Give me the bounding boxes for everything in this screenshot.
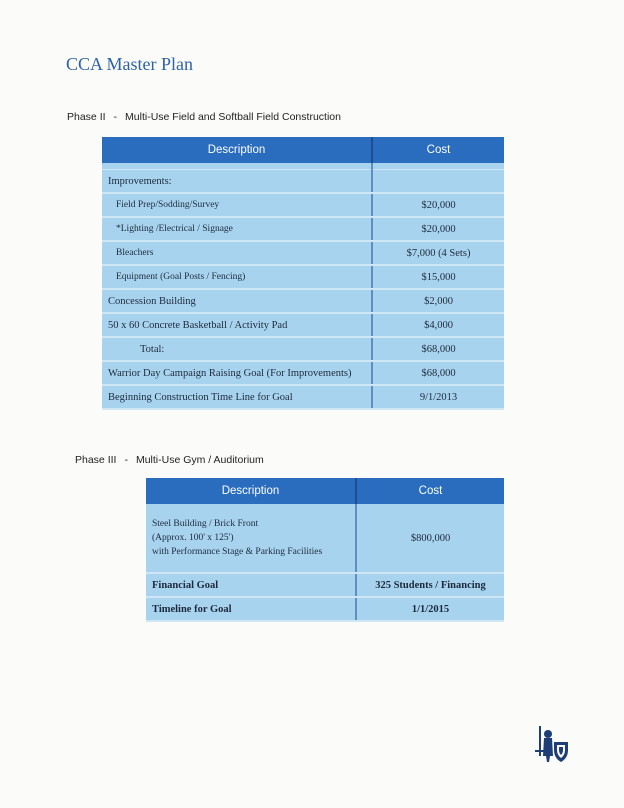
phase2-cost-table	[102, 137, 504, 410]
item-cost: $15,000	[372, 265, 504, 289]
phase2-name: Multi-Use Field and Softball Field Construction	[125, 111, 341, 123]
item-cost: $2,000	[372, 289, 504, 313]
table-row	[102, 241, 504, 265]
cost-header: Cost	[356, 478, 504, 504]
goal-label: Warrior Day Campaign Raising Goal (For Improvements)	[102, 361, 372, 385]
timeline-label: Beginning Construction Time Line for Goal	[102, 385, 372, 409]
table-row	[102, 217, 504, 241]
table-row	[102, 289, 504, 313]
item-cost: $4,000	[372, 313, 504, 337]
knight-shield-logo-icon	[530, 722, 574, 766]
financial-goal-value: 325 Students / Financing	[356, 573, 504, 597]
timeline-label: Timeline for Goal	[146, 597, 356, 621]
goal-value: $68,000	[372, 361, 504, 385]
item-description: *Lighting /Electrical / Signage	[102, 217, 372, 241]
table-row	[102, 193, 504, 217]
building-line-2: (Approx. 100' x 125')	[152, 533, 234, 543]
building-cost: $800,000	[356, 504, 504, 573]
table-row	[102, 313, 504, 337]
cost-header: Cost	[372, 137, 504, 163]
phase3-heading: Phase III - Multi-Use Gym / Auditorium	[75, 454, 264, 466]
empty-cost-cell	[372, 170, 504, 194]
item-description: 50 x 60 Concrete Basketball / Activity Pad	[102, 313, 372, 337]
financial-goal-row	[146, 573, 504, 597]
total-label: Total:	[102, 337, 372, 361]
item-cost: $7,000 (4 Sets)	[372, 241, 504, 265]
phase3-label: Phase III	[75, 454, 117, 466]
table-row	[146, 504, 504, 573]
goal-row	[102, 361, 504, 385]
phase2-label: Phase II	[67, 111, 106, 123]
timeline-row	[102, 385, 504, 409]
section-label: Improvements:	[102, 170, 372, 194]
building-line-1: Steel Building / Brick Front	[152, 519, 259, 529]
total-value: $68,000	[372, 337, 504, 361]
phase3-cost-table	[146, 478, 504, 622]
item-description: Concession Building	[102, 289, 372, 313]
item-description: Bleachers	[102, 241, 372, 265]
building-line-3: with Performance Stage & Parking Facilities	[152, 547, 323, 557]
building-description	[146, 504, 356, 573]
timeline-value: 1/1/2015	[356, 597, 504, 621]
financial-goal-label: Financial Goal	[146, 573, 356, 597]
table-row	[102, 170, 504, 194]
phase2-heading: Phase II - Multi-Use Field and Softball Field Construction	[67, 111, 341, 123]
timeline-row	[146, 597, 504, 621]
page-title: CCA Master Plan	[66, 54, 194, 74]
table-header-row	[102, 137, 504, 163]
item-description: Field Prep/Sodding/Survey	[102, 193, 372, 217]
item-cost: $20,000	[372, 217, 504, 241]
item-description: Equipment (Goal Posts / Fencing)	[102, 265, 372, 289]
item-cost: $20,000	[372, 193, 504, 217]
description-header: Description	[146, 478, 356, 504]
phase3-name: Multi-Use Gym / Auditorium	[135, 454, 264, 466]
timeline-value: 9/1/2013	[372, 385, 504, 409]
table-header-row	[146, 478, 504, 504]
table-row	[102, 265, 504, 289]
description-header: Description	[102, 137, 372, 163]
total-row	[102, 337, 504, 361]
